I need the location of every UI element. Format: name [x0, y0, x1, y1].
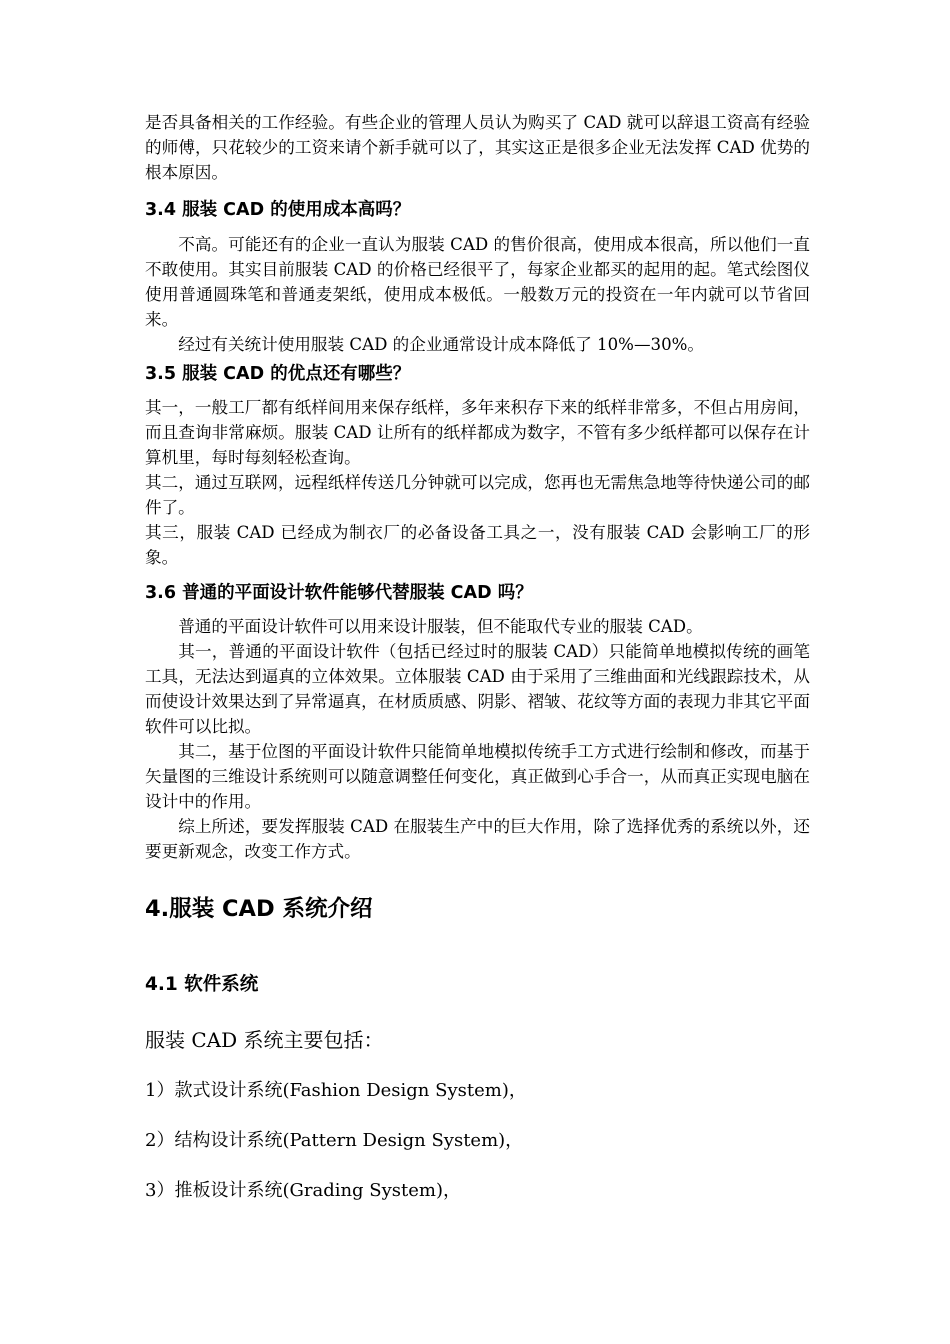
list-item: 1）款式设计系统(Fashion Design System)，	[145, 1080, 527, 1101]
section-3-6-paragraph-3: 其二，基于位图的平面设计软件只能简单地模拟传统手工方式进行绘制和修改，而基于矢量图的三维设计系统则可以随意调整任何变化，真正做到心手合一，从而真正实现电脑在设计中的作用。	[145, 742, 810, 811]
section-3-4-title: 3.4 服装 CAD 的使用成本高吗？	[145, 200, 411, 220]
list-item: 3）推板设计系统(Grading System)，	[145, 1180, 462, 1201]
section-4-1-lead: 服装 CAD 系统主要包括：	[145, 1028, 384, 1052]
section-3-5-paragraph-1: 其一，一般工厂都有纸样间用来保存纸样，多年来积存下来的纸样非常多，不但占用房间，而且查询非常麻烦。服装 CAD 让所有的纸样都成为数字，不管有多少纸样都可以保存在计算机里，每时每刻轻松查询。	[145, 398, 810, 467]
section-3-6-paragraph-4: 综上所述，要发挥服装 CAD 在服装生产中的巨大作用，除了选择优秀的系统以外，还要更新观念，改变工作方式。	[145, 817, 810, 861]
section-3-4-paragraph-2: 经过有关统计使用服装 CAD 的企业通常设计成本降低了 10%—30%。	[178, 335, 705, 354]
section-4-title: 4.服装 CAD 系统介绍	[145, 896, 373, 922]
section-3-6-title: 3.6 普通的平面设计软件能够代替服装 CAD 吗？	[145, 583, 533, 603]
intro-paragraph: 是否具备相关的工作经验。有些企业的管理人员认为购买了 CAD 就可以辞退工资高有经验的师傅，只花较少的工资来请个新手就可以了，其实这正是很多企业无法发挥 CAD 优势的根本原因。	[145, 113, 810, 182]
section-3-5-title: 3.5 服装 CAD 的优点还有哪些？	[145, 364, 411, 384]
list-item: 2）结构设计系统(Pattern Design System)，	[145, 1130, 524, 1151]
section-3-5-paragraph-2: 其二，通过互联网，远程纸样传送几分钟就可以完成，您再也无需焦急地等待快递公司的邮件了。	[145, 473, 810, 517]
section-3-4-paragraph-1: 不高。可能还有的企业一直认为服装 CAD 的售价很高，使用成本很高，所以他们一直不敢使用。其实目前服装 CAD 的价格已经很平了，每家企业都买的起用的起。笔式绘图仪使用普通圆珠笔和普通麦架纸，使用成本极低。一般数万元的投资在一年内就可以节省回来。	[145, 235, 810, 329]
document-page	[145, 110, 810, 1204]
section-3-6-paragraph-1: 普通的平面设计软件可以用来设计服装，但不能取代专业的服装 CAD。	[178, 617, 703, 636]
section-3-5-paragraph-3: 其三，服装 CAD 已经成为制衣厂的必备设备工具之一，没有服装 CAD 会影响工厂的形象。	[145, 523, 810, 567]
section-3-6-paragraph-2: 其一，普通的平面设计软件（包括已经过时的服装 CAD）只能简单地模拟传统的画笔工具，无法达到逼真的立体效果。立体服装 CAD 由于采用了三维曲面和光线跟踪技术，从而使设计效果达到了异常逼真，在材质质感、阴影、褶皱、花纹等方面的表现力非其它平面软件可以比拟。	[145, 642, 810, 736]
section-4-1-title: 4.1 软件系统	[145, 974, 259, 995]
